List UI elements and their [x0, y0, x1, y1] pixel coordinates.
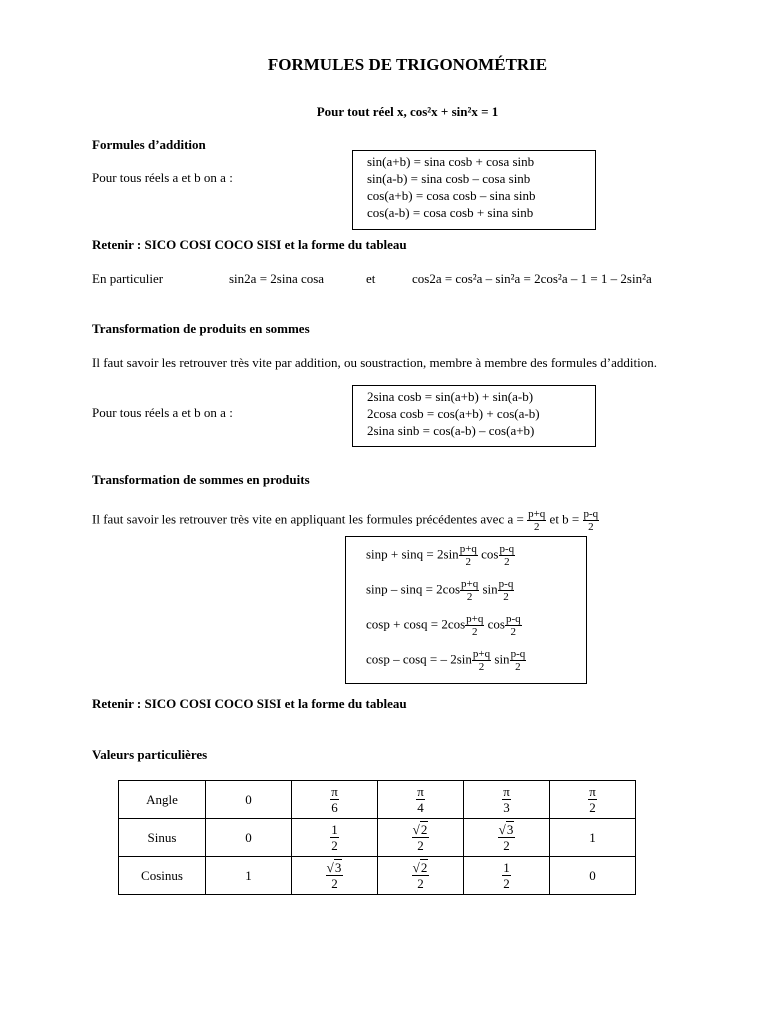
- products-paragraph-text: Il faut savoir les retrouver très vite par addition, ou soustraction, membre à membre des formules d’addition.: [92, 355, 657, 370]
- frac-num: p-q: [499, 543, 515, 555]
- row-label: Sinus: [119, 819, 206, 857]
- frac-num: p+q: [461, 578, 479, 590]
- sums-line: [366, 578, 514, 603]
- products-paragraph: [92, 354, 722, 371]
- b-fraction-num: p-q: [583, 508, 599, 520]
- sums-line-mid: sin: [491, 651, 510, 667]
- value-cell: 0: [550, 857, 636, 895]
- a-fraction-den: 2: [533, 521, 540, 533]
- table-row: [119, 819, 636, 857]
- value-cell: $\frac{\pi}{6}$: [292, 781, 378, 819]
- sums-et-b: et b =: [549, 511, 580, 527]
- sums-line-lhs: cosp + cosq = 2cos: [366, 616, 466, 632]
- addition-line: sin(a-b) = sina cosb – cosa sinb: [367, 171, 531, 186]
- frac-den: 2: [503, 591, 509, 603]
- a-fraction: [527, 508, 546, 533]
- sums-heading: Transformation de sommes en produits: [92, 472, 310, 487]
- b-fraction-den: 2: [588, 521, 594, 533]
- frac-num: p-q: [505, 613, 521, 625]
- value-cell: $\frac{1}{2}$: [464, 857, 550, 895]
- products-formula-box: [352, 385, 596, 447]
- value-cell: $\frac{\pi}{2}$: [550, 781, 636, 819]
- sums-line: [366, 648, 526, 673]
- value-cell: 0: [206, 781, 292, 819]
- sums-line-lhs: sinp + sinq = 2sin: [366, 546, 459, 562]
- sums-frac: [472, 648, 491, 673]
- addition-line: cos(a+b) = cosa cosb – sina sinb: [367, 188, 536, 203]
- value-cell: $\frac{√2}{2}$: [378, 819, 464, 857]
- b-fraction: [583, 508, 600, 533]
- a-fraction-num: p+q: [528, 508, 546, 520]
- products-heading: Transformation de produits en sommes: [92, 321, 310, 336]
- sums-frac: [465, 613, 484, 638]
- sums-frac: [505, 613, 522, 638]
- products-line: 2sina sinb = cos(a-b) – cos(a+b): [367, 423, 535, 438]
- frac-den: 2: [465, 556, 472, 568]
- value-cell: 1: [206, 857, 292, 895]
- sums-frac: [460, 578, 479, 603]
- value-cell: $\frac{√3}{2}$: [464, 819, 550, 857]
- frac-den: 2: [515, 661, 521, 673]
- sums-frac: [510, 648, 527, 673]
- particular-et: et: [366, 271, 376, 286]
- sums-line-lhs: sinp – sinq = 2cos: [366, 581, 461, 597]
- value-cell: $\frac{\pi}{3}$: [464, 781, 550, 819]
- addition-heading: Formules d’addition: [92, 137, 206, 152]
- table-row: [119, 857, 636, 895]
- value-cell: $\frac{1}{2}$: [292, 819, 378, 857]
- frac-den: 2: [504, 556, 510, 568]
- sums-line: [366, 543, 515, 568]
- identity-formula: Pour tout réel x, cos²x + sin²x = 1: [316, 104, 499, 119]
- frac-den: 2: [510, 626, 517, 638]
- sums-line-mid: cos: [477, 546, 499, 562]
- frac-den: 2: [478, 661, 485, 673]
- addition-line: cos(a-b) = cosa cosb + sina sinb: [367, 205, 534, 220]
- sin2a-formula: sin2a = 2sina cosa: [229, 271, 325, 286]
- sums-frac: [498, 578, 515, 603]
- sums-frac: [459, 543, 478, 568]
- values-heading: Valeurs particulières: [92, 747, 208, 762]
- products-line: 2cosa cosb = cos(a+b) + cos(a-b): [367, 406, 540, 421]
- value-cell: 0: [206, 819, 292, 857]
- sums-frac: [499, 543, 516, 568]
- sums-line: [366, 613, 522, 638]
- frac-num: p-q: [510, 648, 526, 660]
- products-line: 2sina cosb = sin(a+b) + sin(a-b): [367, 389, 534, 404]
- value-cell: $\frac{√3}{2}$: [292, 857, 378, 895]
- cos2a-formula: cos2a = cos²a – sin²a = 2cos²a – 1 = 1 – 2sin²a: [412, 271, 652, 286]
- retenir-note: Retenir : SICO COSI COCO SISI et la forme du tableau: [92, 237, 407, 252]
- sums-line-mid: cos: [484, 616, 505, 632]
- frac-den: 2: [466, 591, 473, 603]
- sums-line-lhs: cosp – cosq = – 2sin: [366, 651, 472, 667]
- value-cell: 1: [550, 819, 636, 857]
- sums-line-mid: sin: [479, 581, 498, 597]
- row-label: Cosinus: [119, 857, 206, 895]
- addition-intro: Pour tous réels a et b on a :: [92, 170, 233, 185]
- value-cell: $\frac{\pi}{4}$: [378, 781, 464, 819]
- frac-den: 2: [472, 626, 478, 638]
- addition-formula-box: [352, 150, 596, 230]
- products-intro: Pour tous réels a et b on a :: [92, 405, 233, 420]
- retenir-note: Retenir : SICO COSI COCO SISI et la forme du tableau: [92, 696, 407, 711]
- frac-num: p+q: [459, 543, 477, 555]
- sums-formula-box: [345, 536, 587, 684]
- table-row: [119, 781, 636, 819]
- row-label: Angle: [119, 781, 206, 819]
- frac-num: p+q: [466, 613, 484, 625]
- frac-num: p-q: [498, 578, 514, 590]
- value-cell: $\frac{√2}{2}$: [378, 857, 464, 895]
- page-title: FORMULES DE TRIGONOMÉTRIE: [267, 55, 548, 74]
- sums-paragraph-text: Il faut savoir les retrouver très vite en appliquant les formules précédentes avec a =: [92, 511, 524, 527]
- addition-line: sin(a+b) = sina cosb + cosa sinb: [367, 154, 535, 169]
- particular-label: En particulier: [92, 271, 164, 286]
- sums-paragraph: [92, 508, 599, 533]
- frac-num: p+q: [472, 648, 491, 660]
- values-table: [118, 780, 636, 895]
